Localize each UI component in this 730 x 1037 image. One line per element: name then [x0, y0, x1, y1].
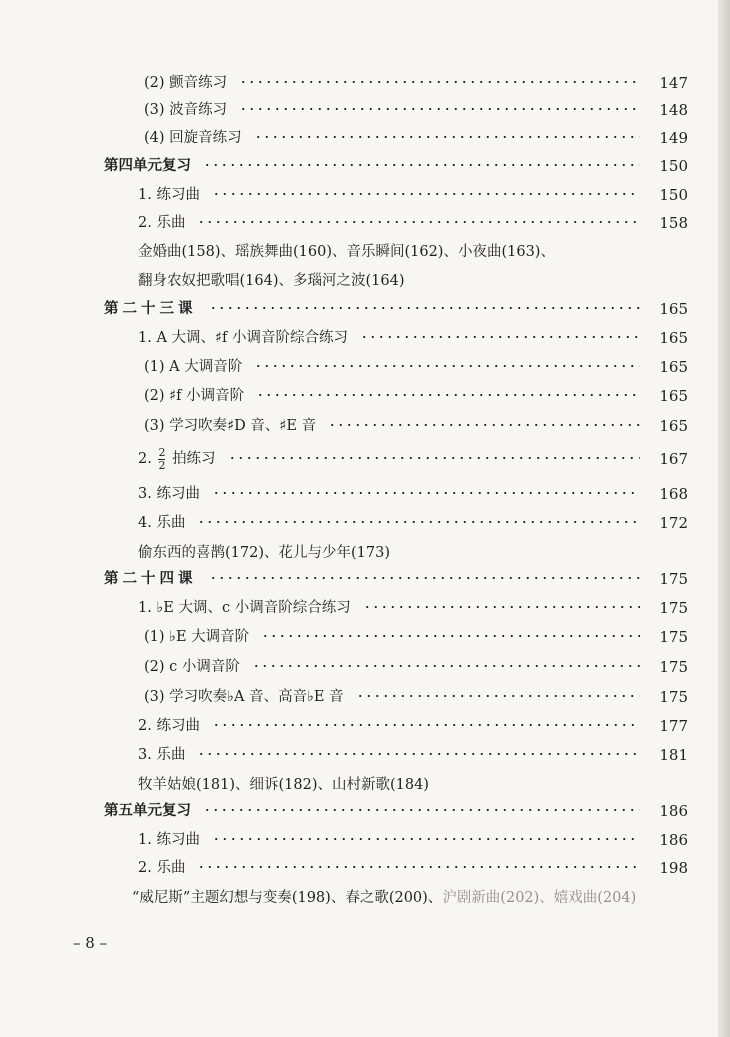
toc-entry-title: 第四单元复习 — [104, 157, 191, 174]
leader-dots — [256, 394, 640, 396]
page-number: 175 — [659, 570, 688, 588]
toc-entry[interactable] — [0, 798, 700, 824]
leader-dots — [209, 307, 640, 309]
toc-entry-title: (2) 颤音练习 — [144, 75, 228, 91]
leader-dots — [252, 665, 640, 667]
piece-list-unit4-line1: 金婚曲(158)、瑶族舞曲(160)、音乐瞬间(162)、小夜曲(163)、 — [138, 244, 555, 260]
leader-dots — [212, 492, 640, 494]
page-number: 150 — [659, 157, 688, 175]
toc-entry-title: (3) 波音练习 — [144, 102, 228, 118]
toc-entry[interactable] — [0, 566, 700, 592]
page-number: 167 — [659, 450, 688, 468]
leader-dots — [197, 866, 640, 868]
leader-dots — [228, 457, 640, 459]
toc-entry-title: (2) ♯f 小调音阶 — [144, 388, 245, 404]
toc-entry[interactable] — [0, 827, 700, 853]
leader-dots — [328, 424, 640, 426]
toc-entry[interactable] — [0, 70, 700, 96]
toc-entry[interactable] — [0, 624, 700, 650]
page-number: 181 — [659, 746, 688, 764]
page-number: 175 — [659, 628, 688, 646]
piece-list-unit4-line2: 翻身农奴把歌唱(164)、多瑙河之波(164) — [138, 273, 405, 289]
toc-entry-title: 4. 乐曲 — [138, 515, 186, 531]
entry-suffix: 拍练习 — [172, 451, 216, 467]
toc-entry-title — [138, 446, 216, 472]
page-number: 168 — [659, 485, 688, 503]
page-number: 177 — [659, 717, 688, 735]
leader-dots — [239, 108, 640, 110]
toc-entry[interactable] — [0, 97, 700, 123]
time-signature-numerator: 2 — [158, 445, 166, 459]
toc-entry-title: 第二十四课 — [104, 570, 197, 587]
toc-entry-title: 第五单元复习 — [104, 802, 191, 819]
piece-list-unit5-main: “威尼斯”主题幻想与变奏(198)、春之歌(200)、 — [132, 890, 443, 906]
toc-entry-title: 第二十三课 — [104, 300, 197, 317]
page-number: 198 — [659, 859, 688, 877]
toc-entry-title: (4) 回旋音练习 — [144, 130, 242, 146]
toc-entry-title: 1. 练习曲 — [138, 832, 200, 848]
toc-entry[interactable] — [0, 855, 700, 881]
piece-list-lesson23: 偷东西的喜鹊(172)、花儿与少年(173) — [138, 545, 390, 561]
leader-dots — [212, 193, 640, 195]
leader-dots — [356, 695, 640, 697]
leader-dots — [203, 164, 640, 166]
page-number: 165 — [659, 387, 688, 405]
toc-entry-title: (1) A 大调音阶 — [144, 359, 243, 375]
leader-dots — [254, 136, 640, 138]
toc-entry[interactable] — [0, 413, 700, 439]
leader-dots — [212, 724, 640, 726]
toc-entry[interactable] — [0, 210, 700, 236]
leader-dots — [261, 635, 640, 637]
toc-entry-title: 2. 乐曲 — [138, 860, 186, 876]
piece-list-unit5-faded: 沪剧新曲(202)、嬉戏曲(204) — [442, 890, 637, 906]
page-number: 175 — [659, 658, 688, 676]
toc-entry-title: 1. 练习曲 — [138, 187, 200, 203]
toc-entry[interactable] — [0, 684, 700, 710]
leader-dots — [197, 521, 640, 523]
leader-dots — [203, 809, 640, 811]
page-number: 148 — [659, 101, 688, 119]
toc-entry-title: 2. 乐曲 — [138, 215, 186, 231]
page-number: 165 — [659, 358, 688, 376]
toc-entry-title: 3. 练习曲 — [138, 486, 200, 502]
toc-entry[interactable] — [0, 354, 700, 380]
toc-entry[interactable] — [0, 125, 700, 151]
toc-entry-beat[interactable] — [0, 446, 700, 472]
leader-dots — [197, 221, 640, 223]
leader-dots — [363, 606, 640, 608]
toc-entry[interactable] — [0, 510, 700, 536]
toc-entry-title: 1. ♭E 大调、c 小调音阶综合练习 — [138, 600, 351, 616]
toc-entry[interactable] — [0, 742, 700, 768]
toc-entry[interactable] — [0, 383, 700, 409]
page-number: 175 — [659, 599, 688, 617]
page-number: 150 — [659, 186, 688, 204]
toc-entry[interactable] — [0, 182, 700, 208]
page-number: 165 — [659, 300, 688, 318]
leader-dots — [360, 336, 640, 338]
toc-entry-title: 3. 乐曲 — [138, 747, 186, 763]
leader-dots — [197, 753, 640, 755]
toc-entry-title: 2. 练习曲 — [138, 718, 200, 734]
page-number: 186 — [659, 802, 688, 820]
toc-entry[interactable] — [0, 153, 700, 179]
time-signature-denominator: 2 — [158, 458, 166, 472]
toc-entry-title: (2) c 小调音阶 — [144, 659, 240, 675]
leader-dots — [209, 577, 640, 579]
toc-entry[interactable] — [0, 654, 700, 680]
page-number: 165 — [659, 329, 688, 347]
leader-dots — [212, 838, 640, 840]
page-number: 165 — [659, 417, 688, 435]
page-number: 172 — [659, 514, 688, 532]
leader-dots — [239, 81, 640, 83]
leader-dots — [254, 365, 640, 367]
toc-entry[interactable] — [0, 325, 700, 351]
page-number: 158 — [659, 214, 688, 232]
toc-entry[interactable] — [0, 481, 700, 507]
page-number: 175 — [659, 688, 688, 706]
piece-list-lesson24: 牧羊姑娘(181)、细诉(182)、山村新歌(184) — [138, 777, 429, 793]
page-footer-number: – 8 – — [73, 934, 108, 952]
toc-entry[interactable] — [0, 713, 700, 739]
page-number: 147 — [659, 74, 688, 92]
toc-entry-title: (3) 学习吹奏♯D 音、♯E 音 — [144, 418, 317, 434]
toc-entry[interactable] — [0, 296, 700, 322]
page-number: 149 — [659, 129, 688, 147]
toc-entry[interactable] — [0, 595, 700, 621]
page-edge-shadow — [718, 0, 730, 1037]
piece-list-unit5 — [132, 886, 636, 907]
entry-prefix: 2. — [138, 451, 152, 467]
toc-entry-title: (3) 学习吹奏♭A 音、高音♭E 音 — [144, 689, 344, 705]
toc-entry-title: 1. A 大调、♯f 小调音阶综合练习 — [138, 330, 349, 346]
time-signature — [158, 447, 165, 472]
toc-entry-title: (1) ♭E 大调音阶 — [144, 629, 250, 645]
page-number: 186 — [659, 831, 688, 849]
